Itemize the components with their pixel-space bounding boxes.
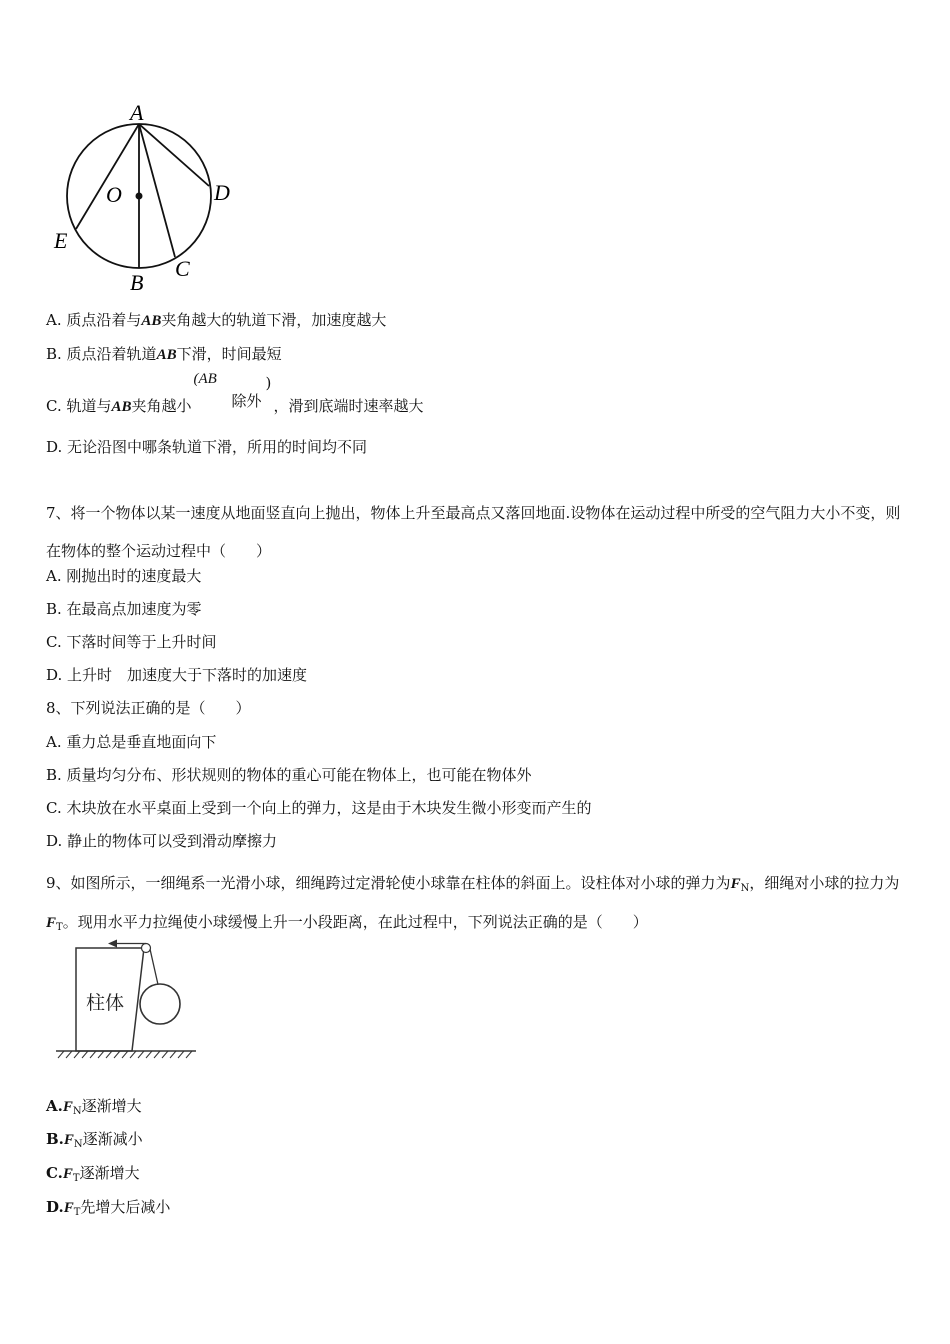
q7-option-a: A. 刚抛出时的速度最大 [46,567,202,585]
label-c: C [175,256,190,281]
exclusion-note: (AB 除外 ) [193,371,272,410]
q9-option-a: $A.F_N$逐渐增大 [46,1097,142,1117]
q6-option-b: B. 质点沿着轨道AB下滑，时间最短 [46,345,282,363]
q8-option-a: A. 重力总是垂直地面向下 [46,733,217,751]
ground-hatching [58,1051,192,1058]
column-ball-figure [52,934,202,1062]
ball [140,984,180,1024]
chord-ac [139,124,175,257]
q7-option-b: B. 在最高点加速度为零 [46,600,202,618]
label-d: D [214,180,230,205]
q7-stem: 7、将一个物体以某一速度从地面竖直向上抛出，物体上升至最高点又落回地面.设物体在运动过程中所受的空气阻力大小不变，则在物体的整个运动过程中（ ） [46,504,901,560]
q6-option-a: A. 质点沿着与AB夹角越大的轨道下滑，加速度越大 [46,311,387,329]
chord-ae [76,124,139,229]
q9-stem: 9、如图所示，一细绳系一光滑小球，细绳跨过定滑轮使小球靠在柱体的斜面上。设柱体对小球的弹力为$F_N$，细绳对小球的拉力为$F_T$。现用水平力拉绳使小球缓慢上升一小段距离，在此过程中，下列说法正确的是（ ） [46,874,900,933]
q9-option-d: $D.F_T$先增大后减小 [46,1198,171,1218]
column-label: 柱体 [86,993,125,1014]
arrow-left-icon [108,940,117,948]
q8-option-d: D. 静止的物体可以受到滑动摩擦力 [46,832,278,850]
q6-option-c: C. 轨道与AB夹角越小 (AB 除外 ) ，滑到底端时速率越大 [46,371,424,415]
q6-option-d: D. 无论沿图中哪条轨道下滑，所用的时间均不同 [46,438,368,456]
q8-option-c: C. 木块放在水平桌面上受到一个向上的弹力，这是由于木块发生微小形变而产生的 [46,799,592,817]
rope-to-ball [150,949,159,989]
q8-stem: 8、下列说法正确的是（ ） [46,699,251,717]
label-b: B [130,270,144,295]
label-o: O [106,182,122,207]
label-a: A [130,100,144,125]
label-e: E [54,228,68,253]
q8-option-b: B. 质量均匀分布、形状规则的物体的重心可能在物体上，也可能在物体外 [46,766,532,784]
q9-option-b: $B.F_N$逐渐减小 [46,1130,143,1150]
q9-option-c: $C.F_T$逐渐增大 [46,1164,140,1184]
pulley [142,944,151,953]
circle-track-figure [48,96,248,296]
center-point [136,193,143,200]
q7-option-c: C. 下落时间等于上升时间 [46,633,217,651]
q7-option-d: D. 上升时 加速度大于下落时的加速度 [46,666,308,684]
